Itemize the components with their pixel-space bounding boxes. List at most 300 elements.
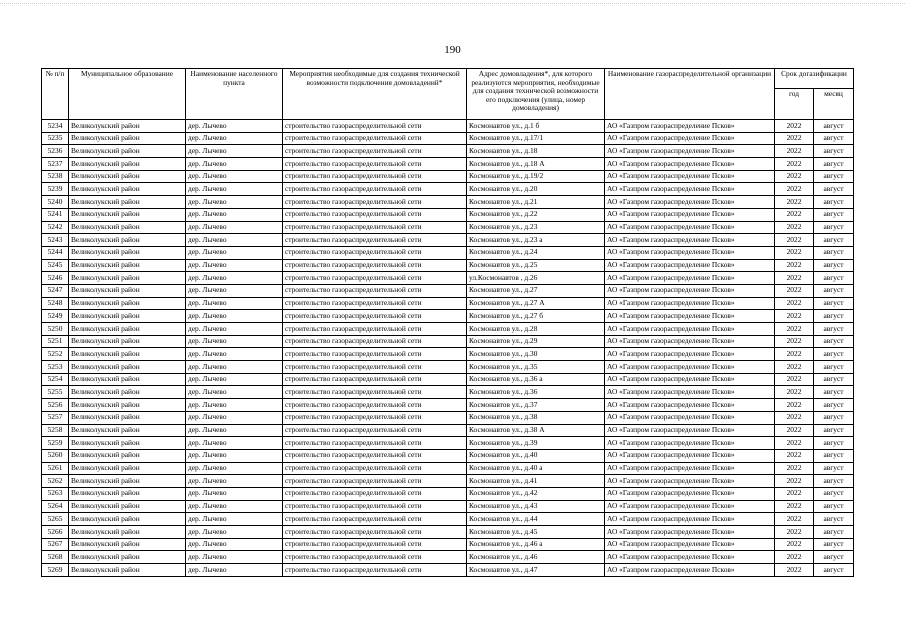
settlement-cell: дер. Лычево <box>186 297 283 310</box>
measure-cell: строительство газораспределительной сети <box>283 323 467 336</box>
col-header-municipality: Муниципальное образование <box>69 69 186 120</box>
organization-cell: АО «Газпром газораспределение Псков» <box>605 310 775 323</box>
address-cell: Космонавтов ул., д.42 <box>467 487 605 500</box>
organization-cell: АО «Газпром газораспределение Псков» <box>605 424 775 437</box>
year-cell: 2022 <box>775 208 814 221</box>
year-cell: 2022 <box>775 411 814 424</box>
municipality-cell: Великолукский район <box>69 310 186 323</box>
settlement-cell: дер. Лычево <box>186 335 283 348</box>
month-cell: август <box>814 513 854 526</box>
organization-cell: АО «Газпром газораспределение Псков» <box>605 234 775 247</box>
settlement-cell: дер. Лычево <box>186 120 283 133</box>
measure-cell: строительство газораспределительной сети <box>283 234 467 247</box>
year-cell: 2022 <box>775 399 814 412</box>
measure-cell: строительство газораспределительной сети <box>283 120 467 133</box>
organization-cell: АО «Газпром газораспределение Псков» <box>605 551 775 564</box>
municipality-cell: Великолукский район <box>69 284 186 297</box>
organization-cell: АО «Газпром газораспределение Псков» <box>605 449 775 462</box>
col-header-measures: Мероприятия необходимые для создания технической возможности подключения домовладений* <box>283 69 467 120</box>
month-cell: август <box>814 424 854 437</box>
municipality-cell: Великолукский район <box>69 373 186 386</box>
year-cell: 2022 <box>775 323 814 336</box>
month-cell: август <box>814 361 854 374</box>
year-cell: 2022 <box>775 449 814 462</box>
measure-cell: строительство газораспределительной сети <box>283 348 467 361</box>
settlement-cell: дер. Лычево <box>186 373 283 386</box>
year-cell: 2022 <box>775 310 814 323</box>
organization-cell: АО «Газпром газораспределение Псков» <box>605 132 775 145</box>
row-number: 5245 <box>42 259 69 272</box>
row-number: 5250 <box>42 323 69 336</box>
year-cell: 2022 <box>775 462 814 475</box>
table-row <box>42 475 854 488</box>
month-cell: август <box>814 399 854 412</box>
municipality-cell: Великолукский район <box>69 272 186 285</box>
table-row <box>42 196 854 209</box>
organization-cell: АО «Газпром газораспределение Псков» <box>605 437 775 450</box>
table-row <box>42 437 854 450</box>
measure-cell: строительство газораспределительной сети <box>283 411 467 424</box>
settlement-cell: дер. Лычево <box>186 221 283 234</box>
organization-cell: АО «Газпром газораспределение Псков» <box>605 399 775 412</box>
organization-cell: АО «Газпром газораспределение Псков» <box>605 158 775 171</box>
address-cell: Космонавтов ул., д.45 <box>467 526 605 539</box>
month-cell: август <box>814 564 854 577</box>
measure-cell: строительство газораспределительной сети <box>283 437 467 450</box>
table-row <box>42 284 854 297</box>
year-cell: 2022 <box>775 424 814 437</box>
settlement-cell: дер. Лычево <box>186 348 283 361</box>
measure-cell: строительство газораспределительной сети <box>283 399 467 412</box>
table-row <box>42 500 854 513</box>
month-cell: август <box>814 221 854 234</box>
month-cell: август <box>814 348 854 361</box>
settlement-cell: дер. Лычево <box>186 323 283 336</box>
address-cell: Космонавтов ул., д.18 <box>467 145 605 158</box>
address-cell: Космонавтов ул., д.43 <box>467 500 605 513</box>
measure-cell: строительство газораспределительной сети <box>283 487 467 500</box>
col-header-settlement: Наименование населенного пункта <box>186 69 283 120</box>
measure-cell: строительство газораспределительной сети <box>283 564 467 577</box>
organization-cell: АО «Газпром газораспределение Псков» <box>605 462 775 475</box>
organization-cell: АО «Газпром газораспределение Псков» <box>605 284 775 297</box>
measure-cell: строительство газораспределительной сети <box>283 424 467 437</box>
table-row <box>42 411 854 424</box>
settlement-cell: дер. Лычево <box>186 272 283 285</box>
measure-cell: строительство газораспределительной сети <box>283 513 467 526</box>
row-number: 5261 <box>42 462 69 475</box>
organization-cell: АО «Газпром газораспределение Псков» <box>605 196 775 209</box>
row-number: 5236 <box>42 145 69 158</box>
month-cell: август <box>814 500 854 513</box>
measure-cell: строительство газораспределительной сети <box>283 158 467 171</box>
table-row <box>42 221 854 234</box>
settlement-cell: дер. Лычево <box>186 386 283 399</box>
settlement-cell: дер. Лычево <box>186 183 283 196</box>
year-cell: 2022 <box>775 246 814 259</box>
measure-cell: строительство газораспределительной сети <box>283 462 467 475</box>
row-number: 5234 <box>42 120 69 133</box>
address-cell: Космонавтов ул., д.37 <box>467 399 605 412</box>
municipality-cell: Великолукский район <box>69 196 186 209</box>
municipality-cell: Великолукский район <box>69 500 186 513</box>
month-cell: август <box>814 234 854 247</box>
measure-cell: строительство газораспределительной сети <box>283 386 467 399</box>
row-number: 5260 <box>42 449 69 462</box>
table-row <box>42 310 854 323</box>
organization-cell: АО «Газпром газораспределение Псков» <box>605 221 775 234</box>
table-row <box>42 234 854 247</box>
header-row <box>42 69 854 89</box>
month-cell: август <box>814 284 854 297</box>
settlement-cell: дер. Лычево <box>186 500 283 513</box>
organization-cell: АО «Газпром газораспределение Псков» <box>605 170 775 183</box>
year-cell: 2022 <box>775 386 814 399</box>
organization-cell: АО «Газпром газораспределение Псков» <box>605 386 775 399</box>
measure-cell: строительство газораспределительной сети <box>283 475 467 488</box>
settlement-cell: дер. Лычево <box>186 475 283 488</box>
municipality-cell: Великолукский район <box>69 297 186 310</box>
municipality-cell: Великолукский район <box>69 437 186 450</box>
address-cell: Космонавтов ул., д.1 б <box>467 120 605 133</box>
municipality-cell: Великолукский район <box>69 386 186 399</box>
row-number: 5268 <box>42 551 69 564</box>
month-cell: август <box>814 526 854 539</box>
month-cell: август <box>814 487 854 500</box>
table-row <box>42 145 854 158</box>
year-cell: 2022 <box>775 361 814 374</box>
address-cell: Космонавтов ул., д.30 <box>467 348 605 361</box>
address-cell: Космонавтов ул., д.47 <box>467 564 605 577</box>
col-header-year: год <box>775 89 814 120</box>
municipality-cell: Великолукский район <box>69 487 186 500</box>
year-cell: 2022 <box>775 221 814 234</box>
measure-cell: строительство газораспределительной сети <box>283 373 467 386</box>
year-cell: 2022 <box>775 284 814 297</box>
organization-cell: АО «Газпром газораспределение Псков» <box>605 183 775 196</box>
month-cell: август <box>814 538 854 551</box>
measure-cell: строительство газораспределительной сети <box>283 246 467 259</box>
year-cell: 2022 <box>775 170 814 183</box>
table-row <box>42 386 854 399</box>
measure-cell: строительство газораспределительной сети <box>283 208 467 221</box>
address-cell: Космонавтов ул., д.46 <box>467 551 605 564</box>
gasification-table <box>41 68 854 577</box>
organization-cell: АО «Газпром газораспределение Псков» <box>605 120 775 133</box>
address-cell: Космонавтов ул., д.39 <box>467 437 605 450</box>
address-cell: Космонавтов ул., д.18 А <box>467 158 605 171</box>
settlement-cell: дер. Лычево <box>186 462 283 475</box>
measure-cell: строительство газораспределительной сети <box>283 196 467 209</box>
month-cell: август <box>814 551 854 564</box>
month-cell: август <box>814 246 854 259</box>
year-cell: 2022 <box>775 297 814 310</box>
organization-cell: АО «Газпром газораспределение Псков» <box>605 475 775 488</box>
measure-cell: строительство газораспределительной сети <box>283 310 467 323</box>
row-number: 5252 <box>42 348 69 361</box>
measure-cell: строительство газораспределительной сети <box>283 259 467 272</box>
address-cell: Космонавтов ул., д.25 <box>467 259 605 272</box>
address-cell: Космонавтов ул., д.28 <box>467 323 605 336</box>
address-cell: Космонавтов ул., д.44 <box>467 513 605 526</box>
settlement-cell: дер. Лычево <box>186 284 283 297</box>
measure-cell: строительство газораспределительной сети <box>283 183 467 196</box>
organization-cell: АО «Газпром газораспределение Псков» <box>605 538 775 551</box>
row-number: 5249 <box>42 310 69 323</box>
settlement-cell: дер. Лычево <box>186 513 283 526</box>
settlement-cell: дер. Лычево <box>186 424 283 437</box>
year-cell: 2022 <box>775 526 814 539</box>
col-header-month: месяц <box>814 89 854 120</box>
row-number: 5265 <box>42 513 69 526</box>
row-number: 5254 <box>42 373 69 386</box>
year-cell: 2022 <box>775 437 814 450</box>
address-cell: Космонавтов ул., д.29 <box>467 335 605 348</box>
measure-cell: строительство газораспределительной сети <box>283 449 467 462</box>
row-number: 5251 <box>42 335 69 348</box>
month-cell: август <box>814 272 854 285</box>
settlement-cell: дер. Лычево <box>186 361 283 374</box>
address-cell: ул.Космонавтов , д.26 <box>467 272 605 285</box>
row-number: 5253 <box>42 361 69 374</box>
settlement-cell: дер. Лычево <box>186 259 283 272</box>
organization-cell: АО «Газпром газораспределение Псков» <box>605 526 775 539</box>
municipality-cell: Великолукский район <box>69 259 186 272</box>
month-cell: август <box>814 132 854 145</box>
year-cell: 2022 <box>775 500 814 513</box>
organization-cell: АО «Газпром газораспределение Псков» <box>605 487 775 500</box>
measure-cell: строительство газораспределительной сети <box>283 526 467 539</box>
month-cell: август <box>814 145 854 158</box>
address-cell: Космонавтов ул., д.27 б <box>467 310 605 323</box>
row-number: 5269 <box>42 564 69 577</box>
organization-cell: АО «Газпром газораспределение Псков» <box>605 513 775 526</box>
year-cell: 2022 <box>775 487 814 500</box>
col-header-num: № п/п <box>42 69 69 120</box>
table-body <box>42 120 854 577</box>
settlement-cell: дер. Лычево <box>186 310 283 323</box>
year-cell: 2022 <box>775 234 814 247</box>
year-cell: 2022 <box>775 373 814 386</box>
year-cell: 2022 <box>775 538 814 551</box>
address-cell: Космонавтов ул., д.17/1 <box>467 132 605 145</box>
address-cell: Космонавтов ул., д.23 а <box>467 234 605 247</box>
settlement-cell: дер. Лычево <box>186 234 283 247</box>
table-row <box>42 272 854 285</box>
organization-cell: АО «Газпром газораспределение Псков» <box>605 564 775 577</box>
settlement-cell: дер. Лычево <box>186 208 283 221</box>
row-number: 5255 <box>42 386 69 399</box>
municipality-cell: Великолукский район <box>69 120 186 133</box>
organization-cell: АО «Газпром газораспределение Псков» <box>605 208 775 221</box>
table-row <box>42 132 854 145</box>
table-row <box>42 449 854 462</box>
settlement-cell: дер. Лычево <box>186 158 283 171</box>
measure-cell: строительство газораспределительной сети <box>283 538 467 551</box>
col-header-deadline: Срок догазификации <box>775 69 854 89</box>
settlement-cell: дер. Лычево <box>186 538 283 551</box>
address-cell: Космонавтов ул., д.23 <box>467 221 605 234</box>
municipality-cell: Великолукский район <box>69 234 186 247</box>
address-cell: Космонавтов ул., д.19/2 <box>467 170 605 183</box>
municipality-cell: Великолукский район <box>69 208 186 221</box>
row-number: 5238 <box>42 170 69 183</box>
address-cell: Космонавтов ул., д.22 <box>467 208 605 221</box>
address-cell: Космонавтов ул., д.24 <box>467 246 605 259</box>
organization-cell: АО «Газпром газораспределение Псков» <box>605 373 775 386</box>
municipality-cell: Великолукский район <box>69 564 186 577</box>
table-row <box>42 487 854 500</box>
row-number: 5264 <box>42 500 69 513</box>
month-cell: август <box>814 158 854 171</box>
year-cell: 2022 <box>775 120 814 133</box>
municipality-cell: Великолукский район <box>69 526 186 539</box>
organization-cell: АО «Газпром газораспределение Псков» <box>605 272 775 285</box>
month-cell: август <box>814 373 854 386</box>
month-cell: август <box>814 310 854 323</box>
col-header-address: Адрес домовладения*, для которого реализуются мероприятия, необходимые для создания технической возможности его подключения (улица, номер домовладения) <box>467 69 605 120</box>
month-cell: август <box>814 196 854 209</box>
address-cell: Космонавтов ул., д.20 <box>467 183 605 196</box>
municipality-cell: Великолукский район <box>69 475 186 488</box>
municipality-cell: Великолукский район <box>69 411 186 424</box>
table-row <box>42 526 854 539</box>
row-number: 5237 <box>42 158 69 171</box>
table-row <box>42 551 854 564</box>
settlement-cell: дер. Лычево <box>186 526 283 539</box>
organization-cell: АО «Газпром газораспределение Псков» <box>605 323 775 336</box>
year-cell: 2022 <box>775 348 814 361</box>
municipality-cell: Великолукский район <box>69 335 186 348</box>
measure-cell: строительство газораспределительной сети <box>283 335 467 348</box>
table-row <box>42 246 854 259</box>
settlement-cell: дер. Лычево <box>186 170 283 183</box>
month-cell: август <box>814 259 854 272</box>
table-row <box>42 323 854 336</box>
address-cell: Космонавтов ул., д.38 <box>467 411 605 424</box>
address-cell: Космонавтов ул., д.27 А <box>467 297 605 310</box>
measure-cell: строительство газораспределительной сети <box>283 132 467 145</box>
municipality-cell: Великолукский район <box>69 348 186 361</box>
year-cell: 2022 <box>775 551 814 564</box>
address-cell: Космонавтов ул., д.21 <box>467 196 605 209</box>
settlement-cell: дер. Лычево <box>186 246 283 259</box>
municipality-cell: Великолукский район <box>69 513 186 526</box>
table-row <box>42 120 854 133</box>
year-cell: 2022 <box>775 564 814 577</box>
measure-cell: строительство газораспределительной сети <box>283 272 467 285</box>
row-number: 5256 <box>42 399 69 412</box>
page-number: 190 <box>444 44 461 56</box>
row-number: 5243 <box>42 234 69 247</box>
measure-cell: строительство газораспределительной сети <box>283 551 467 564</box>
row-number: 5259 <box>42 437 69 450</box>
settlement-cell: дер. Лычево <box>186 487 283 500</box>
municipality-cell: Великолукский район <box>69 170 186 183</box>
year-cell: 2022 <box>775 335 814 348</box>
settlement-cell: дер. Лычево <box>186 132 283 145</box>
table-row <box>42 373 854 386</box>
measure-cell: строительство газораспределительной сети <box>283 284 467 297</box>
row-number: 5247 <box>42 284 69 297</box>
organization-cell: АО «Газпром газораспределение Псков» <box>605 297 775 310</box>
table-row <box>42 361 854 374</box>
year-cell: 2022 <box>775 183 814 196</box>
municipality-cell: Великолукский район <box>69 538 186 551</box>
table-row <box>42 259 854 272</box>
table-row <box>42 183 854 196</box>
address-cell: Космонавтов ул., д.46 а <box>467 538 605 551</box>
month-cell: август <box>814 335 854 348</box>
row-number: 5262 <box>42 475 69 488</box>
month-cell: август <box>814 120 854 133</box>
measure-cell: строительство газораспределительной сети <box>283 221 467 234</box>
settlement-cell: дер. Лычево <box>186 411 283 424</box>
municipality-cell: Великолукский район <box>69 221 186 234</box>
row-number: 5244 <box>42 246 69 259</box>
year-cell: 2022 <box>775 259 814 272</box>
row-number: 5240 <box>42 196 69 209</box>
measure-cell: строительство газораспределительной сети <box>283 361 467 374</box>
scan-artifact-top <box>0 3 905 6</box>
year-cell: 2022 <box>775 475 814 488</box>
month-cell: август <box>814 183 854 196</box>
settlement-cell: дер. Лычево <box>186 399 283 412</box>
table-row <box>42 513 854 526</box>
year-cell: 2022 <box>775 145 814 158</box>
col-header-organization: Наименование газораспределительной организации <box>605 69 775 120</box>
organization-cell: АО «Газпром газораспределение Псков» <box>605 335 775 348</box>
municipality-cell: Великолукский район <box>69 449 186 462</box>
table-row <box>42 170 854 183</box>
measure-cell: строительство газораспределительной сети <box>283 145 467 158</box>
year-cell: 2022 <box>775 132 814 145</box>
municipality-cell: Великолукский район <box>69 551 186 564</box>
organization-cell: АО «Газпром газораспределение Псков» <box>605 411 775 424</box>
municipality-cell: Великолукский район <box>69 158 186 171</box>
address-cell: Космонавтов ул., д.36 <box>467 386 605 399</box>
settlement-cell: дер. Лычево <box>186 449 283 462</box>
settlement-cell: дер. Лычево <box>186 145 283 158</box>
row-number: 5248 <box>42 297 69 310</box>
row-number: 5242 <box>42 221 69 234</box>
table-row <box>42 424 854 437</box>
settlement-cell: дер. Лычево <box>186 564 283 577</box>
month-cell: август <box>814 297 854 310</box>
year-cell: 2022 <box>775 272 814 285</box>
measure-cell: строительство газораспределительной сети <box>283 500 467 513</box>
address-cell: Космонавтов ул., д.38 А <box>467 424 605 437</box>
month-cell: август <box>814 475 854 488</box>
table-row <box>42 348 854 361</box>
table-row <box>42 399 854 412</box>
month-cell: август <box>814 449 854 462</box>
table-row <box>42 158 854 171</box>
municipality-cell: Великолукский район <box>69 132 186 145</box>
row-number: 5239 <box>42 183 69 196</box>
month-cell: август <box>814 437 854 450</box>
month-cell: август <box>814 323 854 336</box>
address-cell: Космонавтов ул., д.36 а <box>467 373 605 386</box>
address-cell: Космонавтов ул., д.35 <box>467 361 605 374</box>
address-cell: Космонавтов ул., д.27 <box>467 284 605 297</box>
address-cell: Космонавтов ул., д.40 а <box>467 462 605 475</box>
address-cell: Космонавтов ул., д.40 <box>467 449 605 462</box>
row-number: 5246 <box>42 272 69 285</box>
municipality-cell: Великолукский район <box>69 424 186 437</box>
table-row <box>42 538 854 551</box>
year-cell: 2022 <box>775 513 814 526</box>
